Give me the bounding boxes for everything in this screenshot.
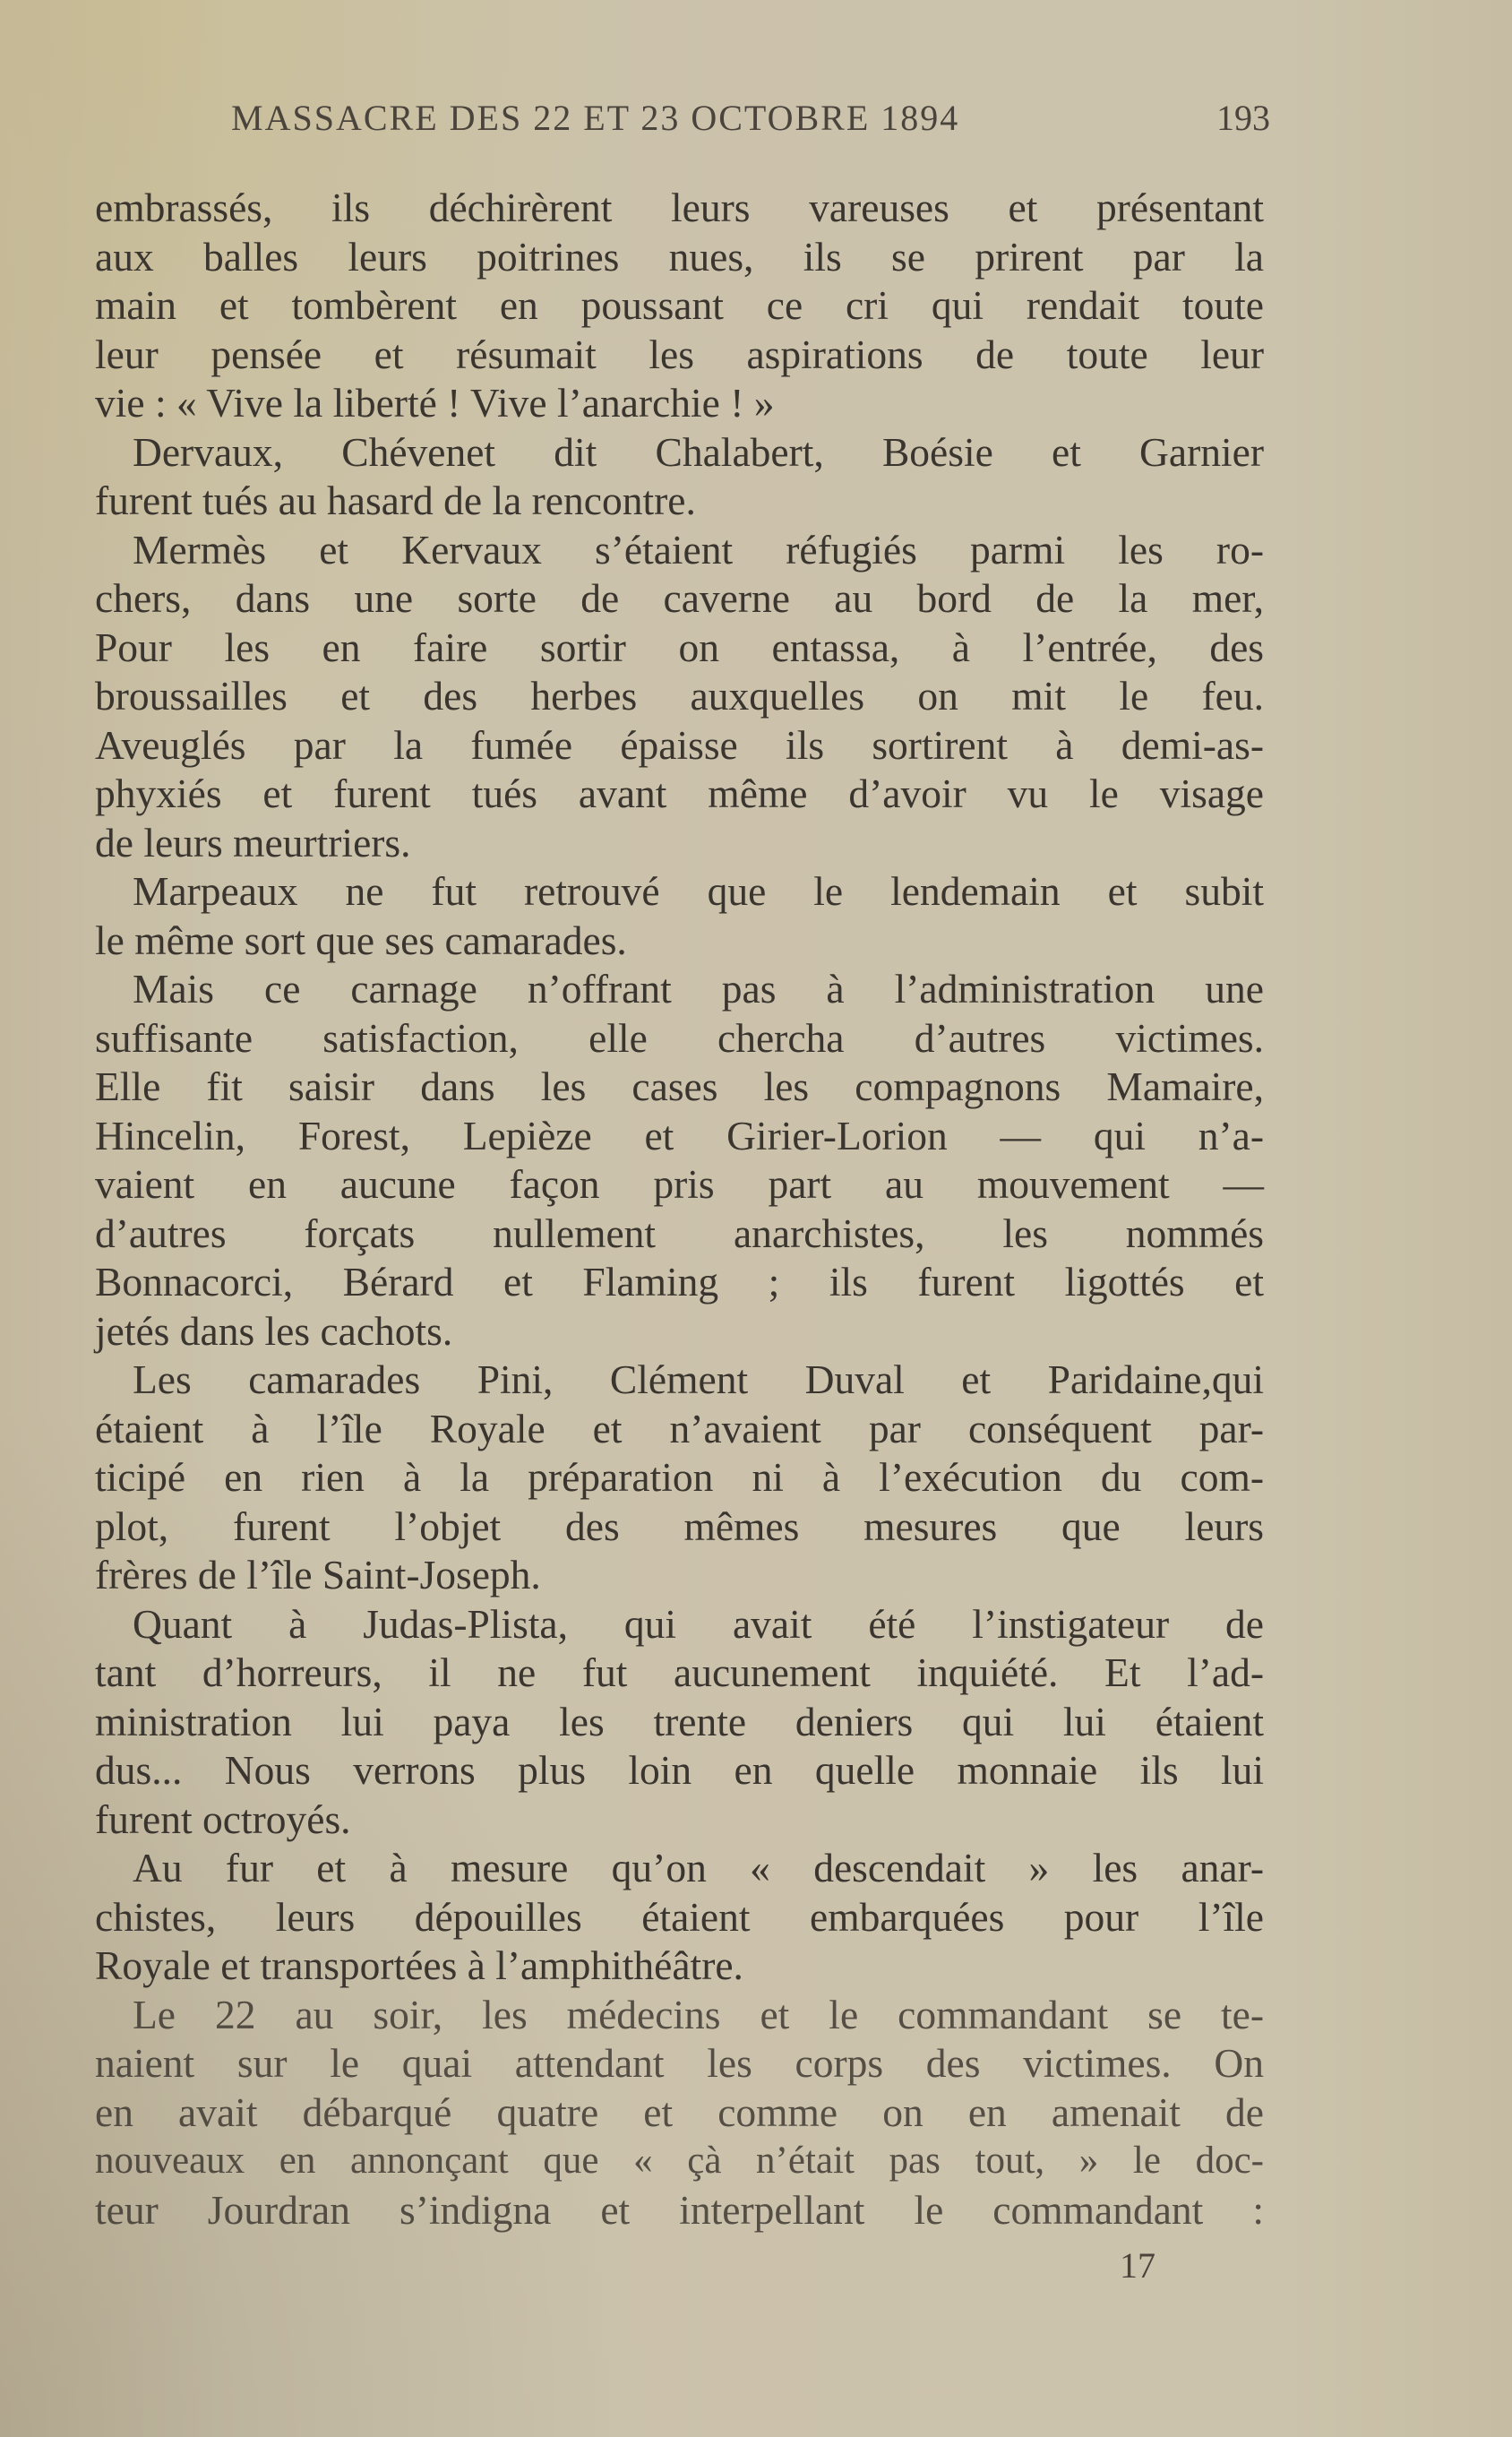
text-line: ticipé en rien à la préparation ni à l’exécution du com- [95,1454,1264,1500]
text-line: chistes, leurs dépouilles étaient embarquées pour l’île [95,1893,1264,1940]
text-line: Pour les en faire sortir on entassa, à l’entrée, des [95,624,1264,670]
text-line: naient sur le quai attendant les corps des victimes. On [95,2040,1264,2086]
text-line: en avait débarqué quatre et comme on en amenait de [95,2088,1264,2135]
text-line: Bonnacorci, Bérard et Flaming ; ils furent ligottés et [95,1259,1264,1305]
text-line: vie : « Vive la liberté ! Vive l’anarchie ! » [95,380,775,426]
text-line: jetés dans les cachots. [95,1307,453,1354]
text-line: dus... Nous verrons plus loin en quelle monnaie ils lui [95,1747,1264,1793]
text-line: broussailles et des herbes auxquelles on mit le feu. [95,673,1264,719]
text-line: Hincelin, Forest, Lepièze et Girier-Lorion — qui n’a- [95,1112,1264,1158]
text-line: furent tués au hasard de la rencontre. [95,478,696,523]
running-title: MASSACRE DES 22 ET 23 OCTOBRE 1894 [231,98,960,138]
text-line: suffisante satisfaction, elle chercha d’autres victimes. [95,1014,1264,1061]
text-line: aux balles leurs poitrines nues, ils se prirent par la [95,233,1264,280]
text-line: de leurs meurtriers. [95,819,411,865]
text-line: Mais ce carnage n’offrant pas à l’administration une [133,966,1264,1012]
text-line: phyxiés et furent tués avant même d’avoir vu le visage [95,771,1264,816]
text-line: Aveuglés par la fumée épaisse ils sortirent à demi-as- [95,721,1264,768]
page-number: 193 [1216,98,1270,138]
text-line: Mermès et Kervaux s’étaient réfugiés parmi les ro- [133,526,1264,573]
signature-mark: 17 [1120,2245,1155,2286]
text-line: main et tombèrent en poussant ce cri qui rendait toute [95,282,1264,328]
text-line: teur Jourdran s’indigna et interpellant le commandant : [95,2186,1264,2233]
text-line: Elle fit saisir dans les cases les compagnons Mamaire, [95,1063,1264,1109]
text-line: le même sort que ses camarades. [95,917,627,963]
text-line: Les camarades Pini, Clément Duval et Paridaine,qui [133,1356,1264,1402]
text-line: plot, furent l’objet des mêmes mesures que leurs [95,1503,1264,1549]
body-text [95,184,1264,2235]
text-line: vaient en aucune façon pris part au mouvement — [95,1161,1264,1207]
text-line: Marpeaux ne fut retrouvé que le lendemain et subit [133,868,1264,914]
text-line: leur pensée et résumait les aspirations de toute leur [95,331,1264,377]
running-head [231,97,1270,151]
text-line: ministration lui paya les trente deniers qui lui étaient [95,1698,1264,1744]
text-line: Dervaux, Chévenet dit Chalabert, Boésie et Garnier [133,428,1264,475]
text-line: furent octroyés. [95,1795,351,1842]
text-line: embrassés, ils déchirèrent leurs vareuses et présentant [95,185,1264,230]
text-line: étaient à l’île Royale et n’avaient par conséquent par- [95,1405,1264,1451]
text-line: frères de l’île Saint-Joseph. [95,1552,541,1597]
text-line: nouveaux en annonçant que « çà n’était pas tout, » le doc- [95,2140,1264,2182]
text-line: tant d’horreurs, il ne fut aucunement inquiété. Et l’ad- [95,1649,1264,1695]
text-line: Le 22 au soir, les médecins et le commandant se te- [133,1991,1264,2037]
text-line: Quant à Judas-Plista, qui avait été l’instigateur de [133,1600,1264,1647]
text-line: Royale et transportées à l’amphithéâtre. [95,1942,743,1988]
text-line: chers, dans une sorte de caverne au bord de la mer, [95,575,1264,621]
text-line: Au fur et à mesure qu’on « descendait » les anar- [133,1845,1264,1890]
text-line: d’autres forçats nullement anarchistes, les nommés [95,1210,1264,1256]
